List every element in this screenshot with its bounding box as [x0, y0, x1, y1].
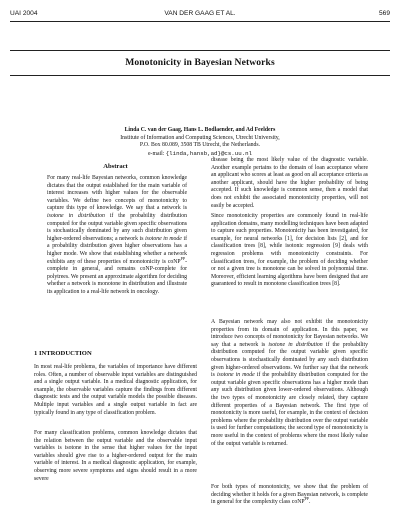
- abstract-term-isotone-distribution: isotone in distribution: [47, 212, 105, 219]
- abstract-heading: Abstract: [103, 163, 128, 170]
- author-block: [0, 127, 400, 158]
- email-label: e-mail:: [148, 150, 166, 157]
- affiliation-line-2: P.O. Box 80.089, 3508 TB Utrecht, the Netherlands.: [139, 142, 261, 149]
- header-venue: UAI 2004: [10, 10, 38, 17]
- header-authors: VAN DER GAAG ET AL.: [164, 10, 236, 17]
- title-rule-bottom: [10, 75, 390, 76]
- title-rule-top: [10, 50, 390, 51]
- email-address: {linda,hansb,ad}@cs.uu.nl: [165, 149, 252, 157]
- affiliation-line-1: Institute of Information and Computing Sciences, Utrecht University,: [120, 134, 280, 141]
- intro-paragraph-2: For many classification problems, common knowledge dictates that the relation between the output variable and the observable input variables is isotone in the sense that higher values for the input variables should give rise to a higher-ordered output for the main variable of interest. In a medical diagnostic application, for example, observing more severe symptoms and signs should result in a more severe: [34, 430, 197, 482]
- section-heading-introduction: 1 INTRODUCTION: [34, 350, 92, 357]
- right-paragraph-1: disease being the most likely value of the diagnostic variable. Another example pertains to the domain of loan acceptance where an applicant who scores at least as good on all acceptance criteria as another applicant, should have the higher probability of being accepted. If such knowledge is common sense, then a model that does not exhibit the associated monotonicity properties, will not easily be accepted.: [211, 157, 368, 209]
- right-paragraph-4: For both types of monotonicity, we show that the problem of deciding whether it holds for a given Bayesian network, is complete in general for the complexity class coNP$^{PP}$.: [211, 484, 368, 506]
- intro-paragraph-1: In most real-life problems, the variables of importance have different roles. Often, a number of observable input variables are distinguished and a single output variable. In a medical diagnostic application, for example, the observable variables capture the findings from different diagnostic tests and the output variable models the possible diseases. Multiple input variables and a single output variable in fact are typically found in any type of classification problem.: [34, 364, 197, 416]
- header-rule: [10, 21, 390, 22]
- paper-title: Monotonicity in Bayesian Networks: [125, 57, 275, 68]
- abstract-text: For many real-life Bayesian networks, common knowledge dictates that the output established for the main variable of interest increases with higher values for the observable variables. We define two concepts of monotonicity to capture this type of knowledge. We say that a network is isotone in distribution if the probability distribution computed for the output variable given specific observations is stochastically dominated by any such distribution given higher-ordered observations; a network is isotone in mode if a probability distribution given higher observations has a higher mode. We show that establishing whether a network exhibits any of these properties of monotonicity is coNP$^{PP}$-complete in general, and remains coNP-complete for polytrees. We present an approximate algorithm for deciding whether a network is monotone in distribution and illustrate its application to a real-life network in oncology.: [47, 175, 187, 295]
- abstract-term-isotone-mode: isotone in mode: [145, 235, 182, 242]
- header-page-number: 569: [378, 10, 390, 17]
- right-paragraph-2: Since monotonicity properties are commonly found in real-life application domains, many modelling techniques have been adapted to capture such properties. Monotonicity has been investigated, for example, for neural networks [1], for decision lists [2], and for classification trees [8], while isotonic regression [9] deals with regression problems with monotonicity constraints. For classification trees, for example, the problem of deciding whether or not a given tree is monotone can be solved in polynomial time. Moreover, efficient learning algorithms have been designed that are guaranteed to result in monotone classification trees [8].: [211, 213, 368, 288]
- author-names: Linda C. van der Gaag, Hans L. Bodlaender, and Ad Feelders: [124, 127, 276, 133]
- right-paragraph-3: A Bayesian network may also not exhibit the monotonicity properties from its domain of application. In this paper, we introduce two concepts of monotonicity for Bayesian networks. We say that a network is isotone in distribution if the probability distribution computed for the output variable given specific observations is stochastically dominated by any such distribution given higher-ordered observations. We further say that the network is isotone in mode if the probability distribution computed for the output variable given specific observations has a higher mode than any such distribution given lower-ordered observations. Although the two types of monotonicity are closely related, they capture different properties of a Bayesian network. The first type of monotonicity is more useful, for example, in the context of decision problems where the probability distribution over the output variable is used for further computations; the second type of monotonicity is more useful in the context of problems where the most likely value of the output variable is returned.: [211, 319, 368, 447]
